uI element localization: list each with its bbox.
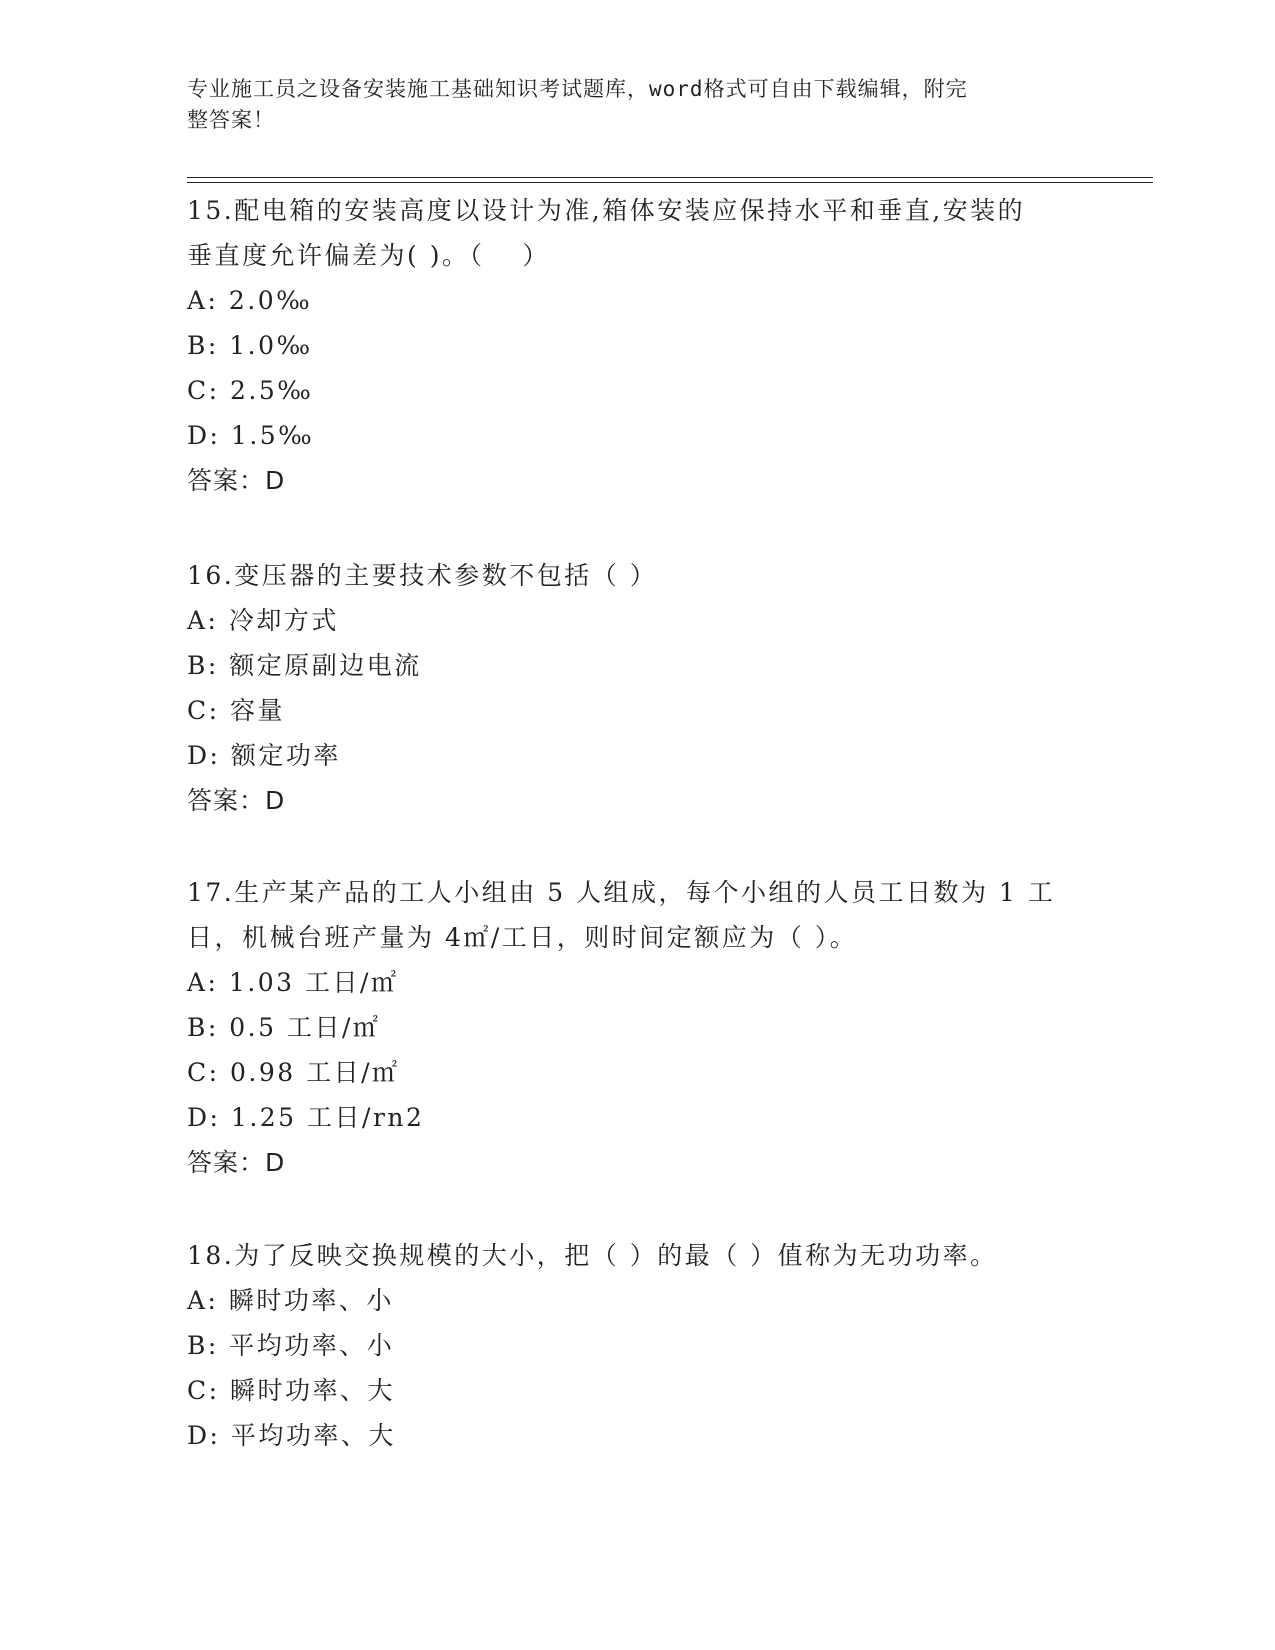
option-b: B: 平均功率、小 xyxy=(187,1331,395,1360)
answer: 答案：D xyxy=(187,786,286,815)
question-18 xyxy=(187,1233,1087,1458)
question-stem-line-1: 18.为了反映交换规模的大小，把（ ）的最（ ）值称为无功功率。 xyxy=(187,1241,998,1270)
option-a: A: 冷却方式 xyxy=(187,606,339,635)
option-a: A: 2.0‰ xyxy=(187,286,313,315)
option-b: B: 额定原副边电流 xyxy=(187,651,422,680)
question-stem-line-2: 日，机械台班产量为 4㎡/工日，则时间定额应为（ ）。 xyxy=(187,923,858,952)
option-d: D: 平均功率、大 xyxy=(187,1421,396,1450)
option-c: C: 0.98 工日/㎡ xyxy=(187,1058,400,1087)
header-divider-top xyxy=(187,177,1153,178)
option-d: D: 额定功率 xyxy=(187,741,341,770)
question-16 xyxy=(187,553,1087,823)
question-stem-line-2: 垂直度允许偏差为( )。（ ） xyxy=(187,241,550,270)
option-a: A: 瞬时功率、小 xyxy=(187,1286,394,1315)
question-15 xyxy=(187,188,1087,503)
header-line-2: 整答案！ xyxy=(187,108,275,132)
option-b: B: 0.5 工日/㎡ xyxy=(187,1013,381,1042)
question-stem-line-1: 16.变压器的主要技术参数不包括（ ） xyxy=(187,561,658,590)
document-header xyxy=(187,74,1067,136)
option-c: C: 瞬时功率、大 xyxy=(187,1376,395,1405)
question-stem-line-1: 15.配电箱的安装高度以设计为准,箱体安装应保持水平和垂直,安装的 xyxy=(187,196,1026,225)
option-c: C: 2.5‰ xyxy=(187,376,314,405)
header-line-1: 专业施工员之设备安装施工基础知识考试题库，word格式可自由下载编辑，附完 xyxy=(187,77,968,101)
question-17 xyxy=(187,870,1087,1185)
option-d: D: 1.5‰ xyxy=(187,421,315,450)
answer: 答案：D xyxy=(187,1148,286,1177)
question-stem-line-1: 17.生产某产品的工人小组由 5 人组成，每个小组的人员工日数为 1 工 xyxy=(187,878,1056,907)
option-c: C: 容量 xyxy=(187,696,285,725)
header-divider-bottom xyxy=(187,182,1153,183)
option-b: B: 1.0‰ xyxy=(187,331,313,360)
option-a: A: 1.03 工日/㎡ xyxy=(187,968,399,997)
answer: 答案：D xyxy=(187,466,286,495)
option-d: D: 1.25 工日/rn2 xyxy=(187,1103,425,1132)
